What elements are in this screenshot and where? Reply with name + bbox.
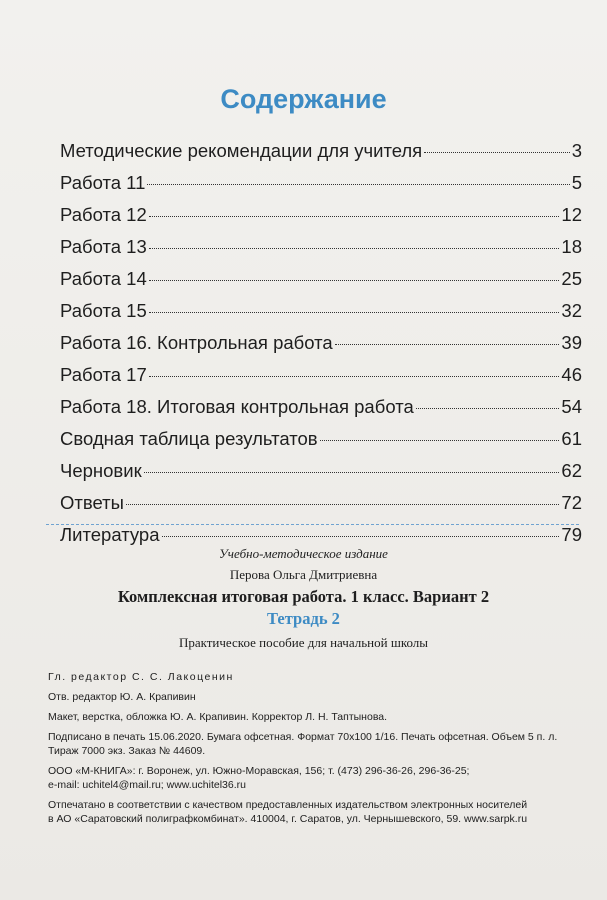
print-details: Подписано в печать 15.06.2020. Бумага офсетная. Формат 70х100 1/16. Печать офсетная. Объем 5 п. л. — [48, 731, 558, 743]
toc-label: Работа 15 — [60, 300, 147, 321]
author-name: Перова Ольга Дмитриевна — [229, 567, 378, 582]
toc-row — [60, 172, 582, 204]
toc-label: Сводная таблица результатов — [60, 428, 318, 449]
toc-row — [60, 460, 582, 492]
toc-page-number: 25 — [561, 268, 582, 289]
toc-dot-leader — [147, 184, 569, 185]
toc-label: Работа 16. Контрольная работа — [60, 332, 333, 353]
toc-dot-leader — [149, 312, 560, 313]
toc-label: Работа 18. Итоговая контрольная работа — [60, 396, 414, 417]
imprint-credits — [48, 670, 588, 832]
toc-dot-leader — [424, 152, 569, 153]
toc-label: Работа 17 — [60, 364, 147, 385]
toc-row — [60, 204, 582, 236]
print-run: Тираж 7000 экз. Заказ № 44609. — [48, 745, 206, 757]
toc-row — [60, 236, 582, 268]
table-of-contents — [60, 140, 582, 556]
toc-dot-leader — [162, 536, 560, 537]
toc-label: Методические рекомендации для учителя — [60, 140, 423, 161]
toc-row — [60, 268, 582, 300]
toc-dot-leader — [320, 440, 560, 441]
toc-page-number: 12 — [561, 204, 582, 225]
toc-row — [60, 364, 582, 396]
toc-label: Работа 13 — [60, 236, 147, 257]
toc-page-number: 32 — [561, 300, 582, 321]
printing-house: в АО «Саратовский полиграфкомбинат». 410004, г. Саратов, ул. Чернышевского, 59. www.sarpk.ru — [48, 813, 528, 825]
toc-dot-leader — [416, 408, 560, 409]
toc-row — [60, 428, 582, 460]
toc-label: Работа 14 — [60, 268, 147, 289]
toc-label: Черновик — [60, 460, 142, 481]
toc-page-number: 46 — [561, 364, 582, 385]
responsible-editor: Отв. редактор Ю. А. Крапивин — [48, 691, 196, 703]
notebook-number: Тетрадь 2 — [267, 609, 340, 628]
toc-page-number: 61 — [561, 428, 582, 449]
toc-page-number: 18 — [561, 236, 582, 257]
printing-note: Отпечатано в соответствии с качеством предоставленных издательством электронных носителей — [48, 799, 528, 811]
toc-dot-leader — [335, 344, 560, 345]
toc-label: Работа 11 — [60, 172, 146, 193]
toc-label: Ответы — [60, 492, 124, 513]
toc-page-number: 62 — [561, 460, 582, 481]
toc-page-number: 54 — [561, 396, 582, 417]
toc-dot-leader — [144, 472, 560, 473]
book-subtitle: Практическое пособие для начальной школы — [178, 635, 429, 650]
toc-page-number: 5 — [571, 172, 582, 193]
toc-dot-leader — [149, 280, 560, 281]
toc-page-number: 3 — [571, 140, 582, 161]
toc-dot-leader — [149, 216, 560, 217]
toc-dot-leader — [149, 376, 560, 377]
toc-row — [60, 300, 582, 332]
toc-page-number: 72 — [561, 492, 582, 513]
toc-label: Работа 12 — [60, 204, 147, 225]
page-title: Содержание — [220, 84, 387, 114]
layout-credits: Макет, верстка, обложка Ю. А. Крапивин. Корректор Л. Н. Таптынова. — [48, 711, 388, 723]
toc-row — [60, 332, 582, 364]
publisher-contacts: e-mail: uchitel4@mail.ru; www.uchitel36.ru — [48, 779, 246, 791]
dashed-divider — [46, 524, 579, 525]
book-title: Комплексная итоговая работа. 1 класс. Вариант 2 — [117, 587, 490, 606]
toc-label: Литература — [60, 524, 160, 545]
chief-editor: Гл. редактор С. С. Лакоценин — [48, 671, 234, 683]
toc-page-number: 39 — [561, 332, 582, 353]
toc-page-number: 79 — [561, 524, 582, 545]
edition-type: Учебно-методическое издание — [219, 546, 388, 561]
toc-row — [60, 492, 582, 524]
toc-row — [60, 396, 582, 428]
toc-row — [60, 140, 582, 172]
toc-dot-leader — [126, 504, 559, 505]
publisher-address: ООО «М-КНИГА»: г. Воронеж, ул. Южно-Моравская, 156; т. (473) 296-36-26, 296-36-25; — [48, 765, 470, 777]
toc-dot-leader — [149, 248, 560, 249]
